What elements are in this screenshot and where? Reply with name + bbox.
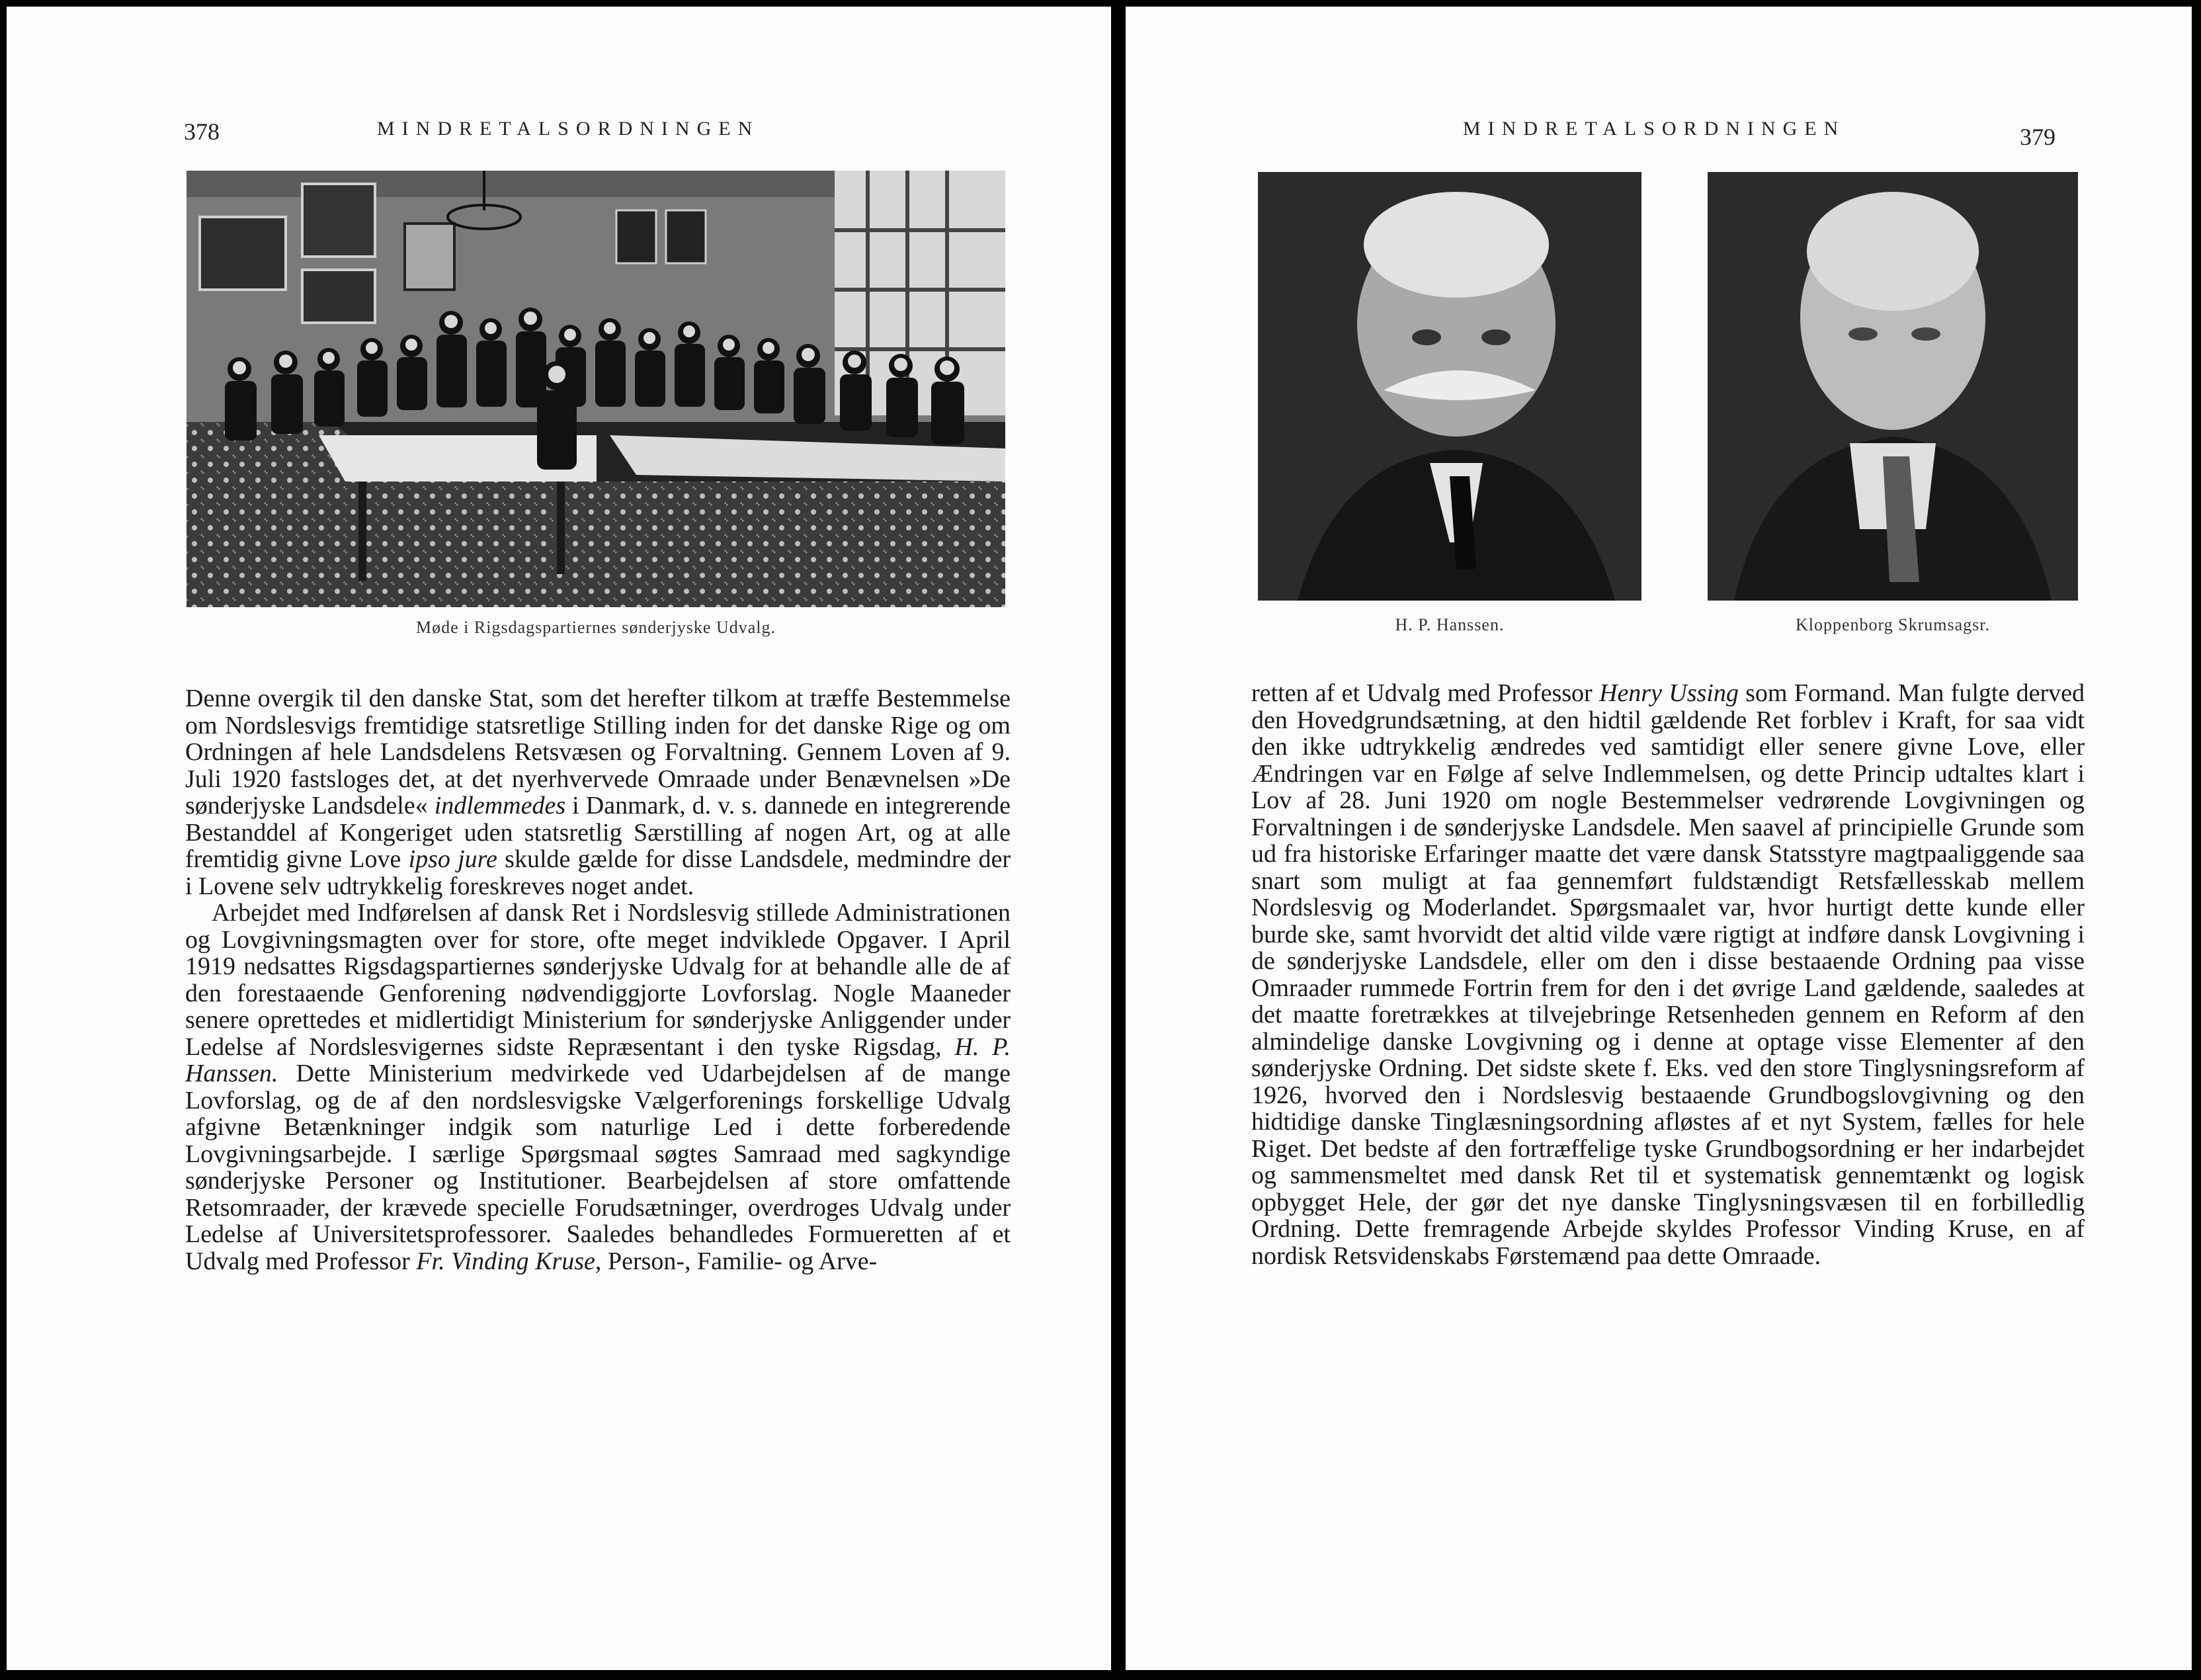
portrait-kloppenborg-skrumsagsr [1708,172,2078,601]
portrait-hp-hanssen [1258,172,1641,601]
text-run: Arbejdet med Indførelsen af dansk Ret i Nordslesvig stillede Administrationen og Lovgivningsmagten over for store, ofte meget indviklede Opgaver. I April 1919 nedsattes Rigsdagspartiernes sønderjyske Udvalg for at behandle alle de af den forestaaende Genforening nødvendiggjorte Lovforslag. Nogle Maaneder senere oprettedes et midlertidigt Ministerium for sønderjyske Anliggender under Ledelse af Nordslesvigernes sidste Repræsentant i den tyske Rigsdag, [185,899,1011,1061]
text-run: skulde gælde for disse Landsdele, medmindre der i Lovene selv udtrykkelig foreskreves noget andet. [185,845,1011,900]
left-page [7,7,1111,1670]
right-paragraph-1 [1251,680,2085,1269]
running-title-right: MINDRETALSORDNINGEN [1463,118,1846,140]
text-run: Denne overgik til den danske Stat, som det herefter tilkom at træffe Bestemmelse om Nordslesvigs fremtidige statsretlige Stilling inden for det danske Rige og om Ordningen af hele Landsdelens Retsvæsen og Forvaltning. Gennem Loven af 9. Juli 1920 fastsloges det, at det nyerhvervede Omraade under Benævnelsen »De sønderjyske Landsdele« [185,685,1011,819]
text-run: retten af et Udvalg med Professor [1251,679,1599,707]
emphasis-text: Henry Ussing [1599,679,1739,707]
committee-meeting-image [187,171,1005,607]
photo-caption-meeting: Møde i Rigsdagspartiernes sønderjyske Udvalg. [416,618,776,637]
left-body-text [185,685,1011,1275]
text-run: som Formand. Man fulgte derved den Hovedgrundsætning, at den hidtil gældende Ret forblev i Kraft, for saa vidt den ikke udtrykkelig ændredes ved samtidigt eller senere givne Love, eller Ændringen var en Følge af selve Indlemmelsen, og dette Princip udtaltes klart i Lov af 28. Juni 1920 om nogle Bestemmelser vedrørende Lovgivningen og Forvaltningen i de sønderjyske Landsdele. Men saavel af principielle Grunde som ud fra historiske Erfaringer maatte det være dansk Statsstyre magtpaaliggende saa snart som muligt at faa gennemført fuldstændigt Retsfællesskab mellem Nordslesvig og Moderlandet. Spørgsmaalet var, hvor hurtigt dette kunde eller burde ske, samt hvorvidt det altid vilde være rigtigt at indføre dansk Lovgivning i de sønderjyske Landsdele, eller om den i disse bestaaende Ordning paa visse Omraader rummede Fortrin frem for den i det øvrige Land gældende, saaledes at det maatte foretrækkes at tilvejebringe Retsenheden gennem en Reform af den almindelige danske Lovgivning og i denne at optage visse Elementer af den sønderjyske Ordning. Det sidste skete f. Eks. ved den store Tinglysningsreform af 1926, hvorved den i Nordslesvig bestaaende Grundbogslovgivning og den hidtidige danske Tinglæsningsordning afløstes af et nyt System, fælles for hele Riget. Det bedste af den fortræffelige tyske Grundbogsordning er her indarbejdet og sammensmeltet med dansk Ret til et systematisk gennemtænkt og logisk opbygget Hele, der gør det nye danske Tinglysningsvæsen til en forbilledlig Ordning. Dette fremragende Arbejde skyldes Professor Vinding Kruse, en af nordisk Retsvidenskabs Førstemænd paa dette Omraade. [1251,679,2085,1270]
portrait-caption-kloppenborg: Kloppenborg Skrumsagsr. [1795,615,1991,634]
page-number-left: 378 [184,118,220,145]
emphasis-text: ipso jure [408,845,497,873]
portrait-kloppenborg-image [1708,172,2078,601]
running-head-left [7,118,1111,157]
text-run: Dette Ministerium medvirkede ved Udarbejdelsen af de mange Lovforslag, og de af den nordslesvigske Vælgerforenings forskellige Udvalg afgivne Betænkninger indgik som naturlige Led i dette forberedende Lovgivningsarbejde. I særlige Spørgsmaal søgtes Samraad med sagkyndige sønderjyske Personer og Institutioner. Bearbejdelsen af store omfattende Retsomraader, der krævede specielle Forudsætninger, overdroges Udvalg under Ledelse af Universitetsprofessorer. Saaledes behandledes Formueretten af et Udvalg med Professor [185,1060,1011,1275]
right-body-text [1251,680,2085,1269]
page-number-right: 379 [2020,124,2056,150]
running-title-left: MINDRETALSORDNINGEN [377,118,760,140]
emphasis-text: Fr. Vinding Kruse, [416,1247,602,1275]
committee-meeting-photo [187,171,1005,607]
left-paragraph-2 [185,900,1011,1275]
emphasis-text: H. P. Hanssen. [185,1032,1011,1087]
text-run: Person-, Familie- og Arve- [601,1247,878,1275]
portrait-hp-hanssen-image [1258,172,1641,601]
emphasis-text: indlemmedes [434,792,566,819]
portrait-caption-hp-hanssen: H. P. Hanssen. [1395,615,1505,634]
running-head-right [1126,118,2192,157]
text-run: i Danmark, d. v. s. dannede en integrerende Bestanddel af Kongeriget uden statsretlig Særstilling af nogen Art, og at alle fremtidig givne Love [185,792,1011,873]
right-page [1126,7,2192,1670]
left-paragraph-1 [185,685,1011,900]
